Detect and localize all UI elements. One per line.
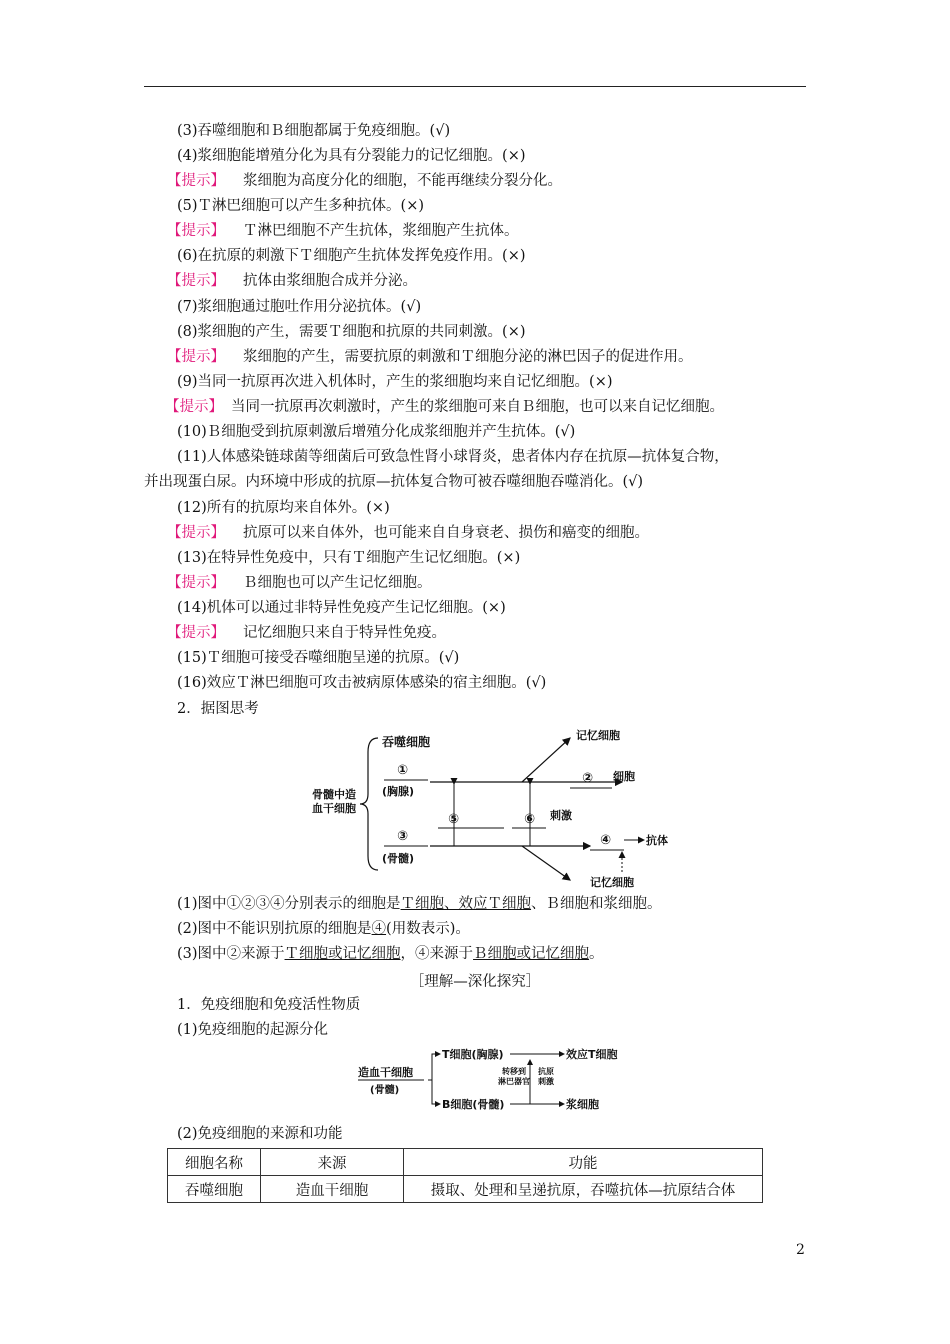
table-row [168, 1176, 763, 1203]
list-item: (8)浆细胞的产生，需要Ｔ细胞和抗原的共同刺激。(×) [177, 324, 526, 340]
svg-text:刺激: 刺激 [538, 1077, 554, 1086]
list-item: (11)人体感染链球菌等细菌后可致急性肾小球肾炎，患者体内存在抗原—抗体复合物， [177, 449, 729, 465]
list-item: (12)所有的抗原均来自体外。(×) [177, 500, 390, 516]
effector-t-label: 效应T细胞 [566, 1048, 618, 1061]
phagocyte-label: 吞噬细胞 [382, 735, 431, 749]
cell-1-sub: (胸腺) [382, 785, 415, 798]
cell-3-sub: (骨髓) [382, 852, 415, 865]
list-item: (5)Ｔ淋巴细胞可以产生多种抗体。(×) [177, 198, 425, 214]
table-header-cell: 细胞名称 [168, 1149, 261, 1176]
cell-3: ③ [397, 829, 409, 844]
list-item: (7)浆细胞通过胞吐作用分泌抗体。(√) [177, 299, 422, 315]
stem-cell-sub: (骨髓) [370, 1085, 400, 1096]
list-item: (10)Ｂ细胞受到抗原刺激后增殖分化成浆细胞并产生抗体。(√) [177, 424, 576, 440]
list-item: (4)浆细胞能增殖分化为具有分裂能力的记忆细胞。(×) [177, 148, 526, 164]
stem-cell-label: 造血干细胞 [358, 1066, 413, 1079]
b-cell-label: B细胞(骨髓) [442, 1098, 505, 1111]
hint-line: 【提示】 当同一抗原再次刺激时，产生的浆细胞可来自Ｂ细胞，也可以来自记忆细胞。 [165, 399, 724, 415]
svg-text:抗原: 抗原 [538, 1067, 554, 1076]
origin-label: 骨髓中造 [312, 788, 356, 801]
hint-line: 【提示】 浆细胞的产生，需要抗原的刺激和Ｔ细胞分泌的淋巴因子的促进作用。 [167, 349, 693, 365]
cell-1: ① [397, 763, 409, 778]
header-rule [144, 86, 806, 87]
list-item: (3)吞噬细胞和Ｂ细胞都属于免疫细胞。(√) [177, 123, 451, 139]
list-item: (15)Ｔ细胞可接受吞噬细胞呈递的抗原。(√) [177, 650, 460, 666]
cell-2-label: 细胞 [613, 770, 635, 783]
immune-cell-table [167, 1148, 763, 1203]
list-item: (16)效应Ｔ淋巴细胞可攻击被病原体感染的宿主细胞。(√) [177, 675, 547, 691]
subsection-item: (2)免疫细胞的来源和功能 [177, 1126, 343, 1142]
stimulus-label: 刺激 [550, 809, 572, 822]
hint-line: 【提示】 抗原可以来自体外，也可能来自自身衰老、损伤和癌变的细胞。 [167, 525, 649, 541]
memory-bottom-label: 记忆细胞 [590, 876, 634, 889]
list-item: (9)当同一抗原再次进入机体时，产生的浆细胞均来自记忆细胞。(×) [177, 374, 613, 390]
hint-label: 【提示】 [167, 525, 225, 541]
hint-label: 【提示】 [167, 273, 225, 289]
hint-line: 【提示】 记忆细胞只来自于特异性免疫。 [167, 625, 446, 641]
list-item: (13)在特异性免疫中，只有Ｔ细胞产生记忆细胞。(×) [177, 550, 521, 566]
question-1: (1)图中①②③④分别表示的细胞是Ｔ细胞、效应Ｔ细胞、Ｂ细胞和浆细胞。 [177, 896, 662, 912]
cell-6: ⑥ [524, 812, 536, 827]
table-header-cell: 功能 [404, 1149, 763, 1176]
svg-text:转移到: 转移到 [502, 1067, 526, 1076]
cell-2: ② [582, 771, 594, 786]
origin-label: 血干细胞 [312, 802, 356, 815]
table-cell: 造血干细胞 [261, 1176, 404, 1203]
list-item: (6)在抗原的刺激下Ｔ细胞产生抗体发挥免疫作用。(×) [177, 248, 526, 264]
plasma-cell-label: 浆细胞 [566, 1098, 599, 1111]
subsection-title: 1．免疫细胞和免疫活性物质 [177, 997, 361, 1013]
memory-top-label: 记忆细胞 [576, 729, 620, 742]
t-cell-label: T细胞(胸腺) [442, 1048, 504, 1061]
hint-label: 【提示】 [167, 625, 225, 641]
memory-down-arrow [522, 846, 570, 880]
hint-label: 【提示】 [165, 399, 223, 415]
question-3: (3)图中②来源于Ｔ细胞或记忆细胞，④来源于Ｂ细胞或记忆细胞。 [177, 946, 604, 962]
section-header: ［理解—深化探究］ [409, 974, 541, 990]
hint-line: 【提示】 Ｂ细胞也可以产生记忆细胞。 [167, 575, 432, 591]
antibody-label: 抗体 [646, 834, 668, 847]
page-number: 2 [796, 1242, 805, 1258]
hint-line: 【提示】 浆细胞为高度分化的细胞，不能再继续分裂分化。 [167, 173, 562, 189]
cell-4: ④ [600, 833, 612, 848]
hint-line: 【提示】 Ｔ淋巴细胞不产生抗体，浆细胞产生抗体。 [167, 223, 519, 239]
origin-differentiation-diagram [352, 1042, 642, 1114]
table-header-cell: 来源 [261, 1149, 404, 1176]
question-2: (2)图中不能识别抗原的细胞是④(用数表示)。 [177, 921, 470, 937]
hint-label: 【提示】 [167, 349, 225, 365]
subsection-item: (1)免疫细胞的起源分化 [177, 1022, 329, 1038]
list-item: (14)机体可以通过非特异性免疫产生记忆细胞。(×) [177, 600, 506, 616]
table-header-row [168, 1149, 763, 1176]
section-title: 2．据图思考 [177, 701, 259, 717]
hint-label: 【提示】 [167, 173, 225, 189]
memory-up-arrow [522, 738, 570, 782]
table-cell: 摄取、处理和呈递抗原，吞噬抗体—抗原结合体 [404, 1176, 763, 1203]
cell-5: ⑤ [448, 812, 460, 827]
hint-label: 【提示】 [167, 575, 225, 591]
hint-line: 【提示】 抗体由浆细胞合成并分泌。 [167, 273, 417, 289]
brace [360, 738, 378, 870]
list-item-continuation: 并出现蛋白尿。内环境中形成的抗原—抗体复合物可被吞噬细胞吞噬消化。(√) [144, 474, 644, 490]
svg-text:淋巴器官: 淋巴器官 [498, 1077, 530, 1086]
immune-cell-diagram [300, 722, 680, 892]
hint-label: 【提示】 [167, 223, 225, 239]
table-cell: 吞噬细胞 [168, 1176, 261, 1203]
